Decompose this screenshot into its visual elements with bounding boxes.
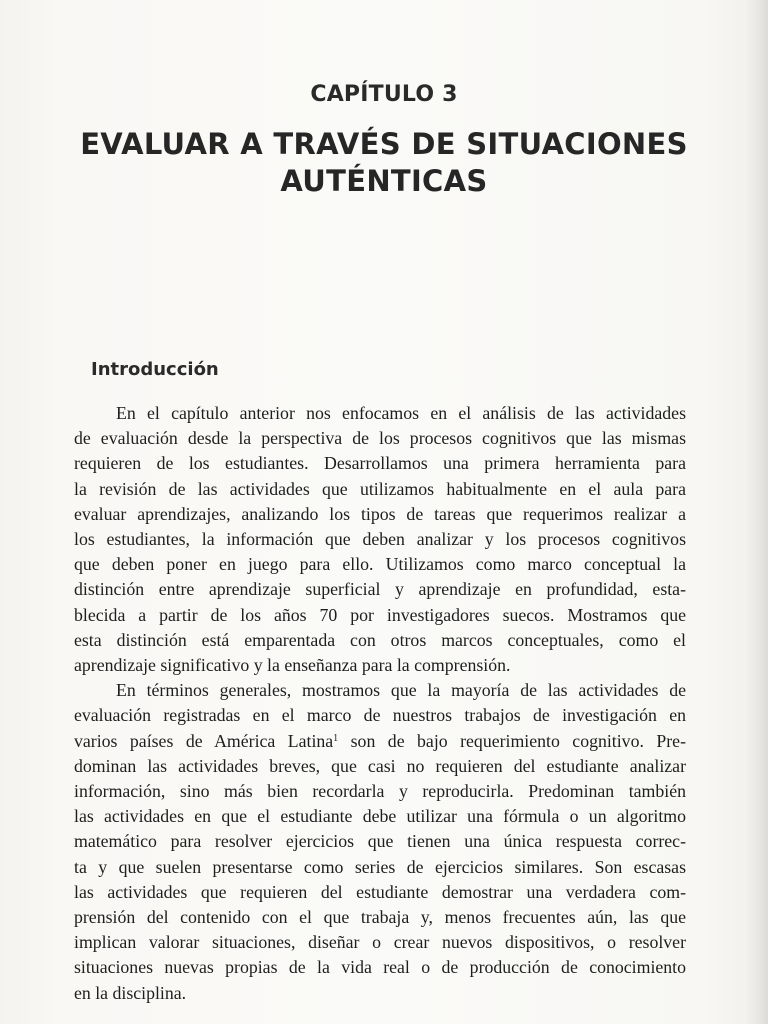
paragraph-2-line: las actividades en que el estudiante debe utilizar una fórmula o un algoritmo — [74, 806, 686, 827]
paragraph-1-line: esta distinción está emparentada con otros marcos conceptuales, como el — [74, 629, 686, 650]
chapter-title-text: EVALUAR A TRAVÉS DE SITUACIONES AUTÉNTICAS — [80, 127, 688, 198]
paragraph-2-line-start: varios países de América Latina — [74, 730, 334, 751]
paragraph-2-line: En términos generales, mostramos que la mayoría de las actividades de — [116, 680, 686, 701]
paragraph-1-line: evaluar aprendizajes, analizando los tipos de tareas que requerimos realizar a — [74, 503, 686, 524]
paragraph-1-line: En el capítulo anterior nos enfocamos en el análisis de las actividades — [116, 403, 686, 423]
paragraph-1-line: blecida a partir de los años 70 por investigadores suecos. Mostramos que — [74, 604, 686, 625]
paragraph-1-line: aprendizaje significativo y la enseñanza para la comprensión. — [74, 655, 511, 676]
paragraph-1-line: la revisión de las actividades que utilizamos habitualmente en el aula para — [74, 478, 686, 499]
paragraph-2-line-end: son de bajo requerimiento cognitivo. Pre- — [350, 730, 686, 751]
paragraph-2-line: evaluación registradas en el marco de nuestros trabajos de investigación en — [74, 705, 686, 726]
paragraph-2-line-with-footnote — [74, 729, 686, 754]
paragraph-1-line: de evaluación desde la perspectiva de los procesos cognitivos que las mismas — [74, 428, 686, 449]
footnote-marker[interactable]: 1 — [333, 732, 339, 744]
paragraph-1-line: requieren de los estudiantes. Desarrollamos una primera herramienta para — [74, 453, 686, 474]
chapter-title — [60, 126, 708, 200]
paragraph-1-line: que deben poner en juego para ello. Utilizamos como marco conceptual la — [74, 554, 686, 575]
paragraph-1-line: distinción entre aprendizaje superficial y aprendizaje en profundidad, esta- — [74, 579, 686, 600]
page-edge-shadow — [746, 0, 768, 1024]
paragraph-2-line: situaciones nuevas propias de la vida real o de producción de conocimiento — [74, 957, 686, 978]
paragraph-2-line: las actividades que requieren del estudiante demostrar una verdadera com- — [74, 881, 686, 902]
paragraph-2-line: dominan las actividades breves, que casi no requieren del estudiante analizar — [74, 755, 686, 776]
paragraph-2-line: en la disciplina. — [74, 982, 187, 1003]
paragraph-1-line: los estudiantes, la información que deben analizar y los procesos cognitivos — [74, 529, 686, 550]
body-text — [74, 401, 686, 1006]
paragraph-2-line: prensión del contenido con el que trabaja y, menos frecuentes aún, las que — [74, 907, 686, 928]
paragraph-2-line: información, sino más bien recordarla y reproducirla. Predominan también — [74, 781, 686, 802]
paragraph-2-line: ta y que suelen presentarse como series de ejercicios similares. Son escasas — [74, 856, 686, 877]
paragraph-2-line: implican valorar situaciones, diseñar o crear nuevos dispositivos, o resolver — [74, 932, 686, 953]
paragraph-2-line: matemático para resolver ejercicios que tienen una única respuesta correc- — [74, 831, 686, 852]
chapter-label: CAPÍTULO 3 — [310, 82, 458, 107]
section-heading: Introducción — [91, 359, 219, 380]
